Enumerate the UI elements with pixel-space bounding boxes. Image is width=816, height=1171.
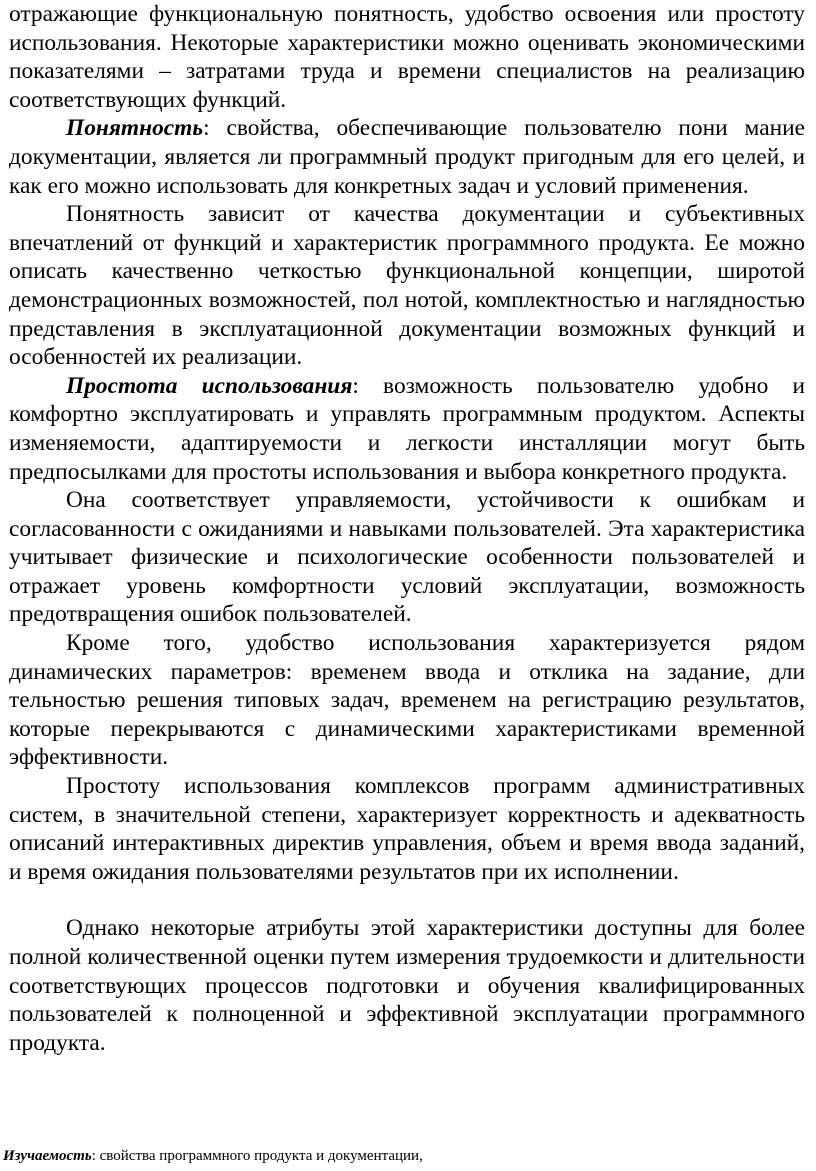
term-izuchaemost: Изучаемость [3,1148,92,1164]
paragraph-kolichestvennaya-otsenka: Однако некоторые атрибуты этой характеристики доступны для более полной количественной оценки путем измерения трудоемкости и длительности соответствующих процессов подготовки и обучения квалифицированных пользователей к полноценной и эффективной эксплуатации программного продукта. [9,915,805,1056]
paragraph-ponyatnost-details: Понятность зависит от качества документации и субъективных впечатлений от функций и характеристик программного продукта. Ее можно описать качественно четкостью функциональной концепции, широтой демонстрационных возможностей, пол нотой, комплектностью и наглядностью представления в эксплуатационной документации возможных функций и особенностей их реализации. [9,201,805,371]
paragraph-ponyatnost [9,114,805,200]
document-page [9,0,805,1057]
paragraph-intro: отражающие функциональную понятность, удобство освоения или простоту использования. Некоторые характеристики можно оценивать экономическими показателями – затратами труда и времени специалистов на реализацию соответствующих функций. [9,1,805,113]
term-ponyatnost: Понятность [66,115,204,142]
definition-prostota: : возможность пользователю удобно и комфортно эксплуатировать и управлять программным продуктом. Аспекты изменяемости, адаптируемости и легкости инсталляции могут быть предпосылками для простоты использования и выбора конкретного продукта. [9,372,805,485]
paragraph-prostota [9,372,805,486]
term-prostota-ispolzovaniya: Простота использования [66,372,353,399]
page-footer-line [3,1146,423,1166]
definition-ponyatnost: : свойства, обеспечивающие пользователю пони мание документации, является ли программный продукт пригодным для его целей, и как его можно использовать для конкретных задач и условий применения. [9,115,805,199]
paragraph-administrativnye-sistemy: Простоту использования комплексов программ административных систем, в значительной степени, характеризует корректность и адекватность описаний интерактивных директив управления, объем и время ввода заданий, и время ожидания пользователями результатов при их исполнении. [9,773,805,885]
paragraph-upravlyaemost: Она соответствует управляемости, устойчивости к ошибкам и согласованности с ожиданиями и навыками пользователей. Эта характеристика учитывает физические и психологические особенности пользователей и отражает уровень комфортности условий эксплуатации, возможность предотвращения ошибок пользователей. [9,487,805,628]
definition-izuchaemost: : свойства программного продукта и документации, [91,1148,423,1164]
paragraph-dinamicheskie-parametry: Кроме того, удобство использования характеризуется рядом динамических параметров: временем ввода и отклика на задание, дли тельностью решения типовых задач, временем на регистрацию результатов, которые перекрываются с динамическими характеристиками временной эффективности. [9,630,805,771]
paragraph-gap [9,886,805,914]
